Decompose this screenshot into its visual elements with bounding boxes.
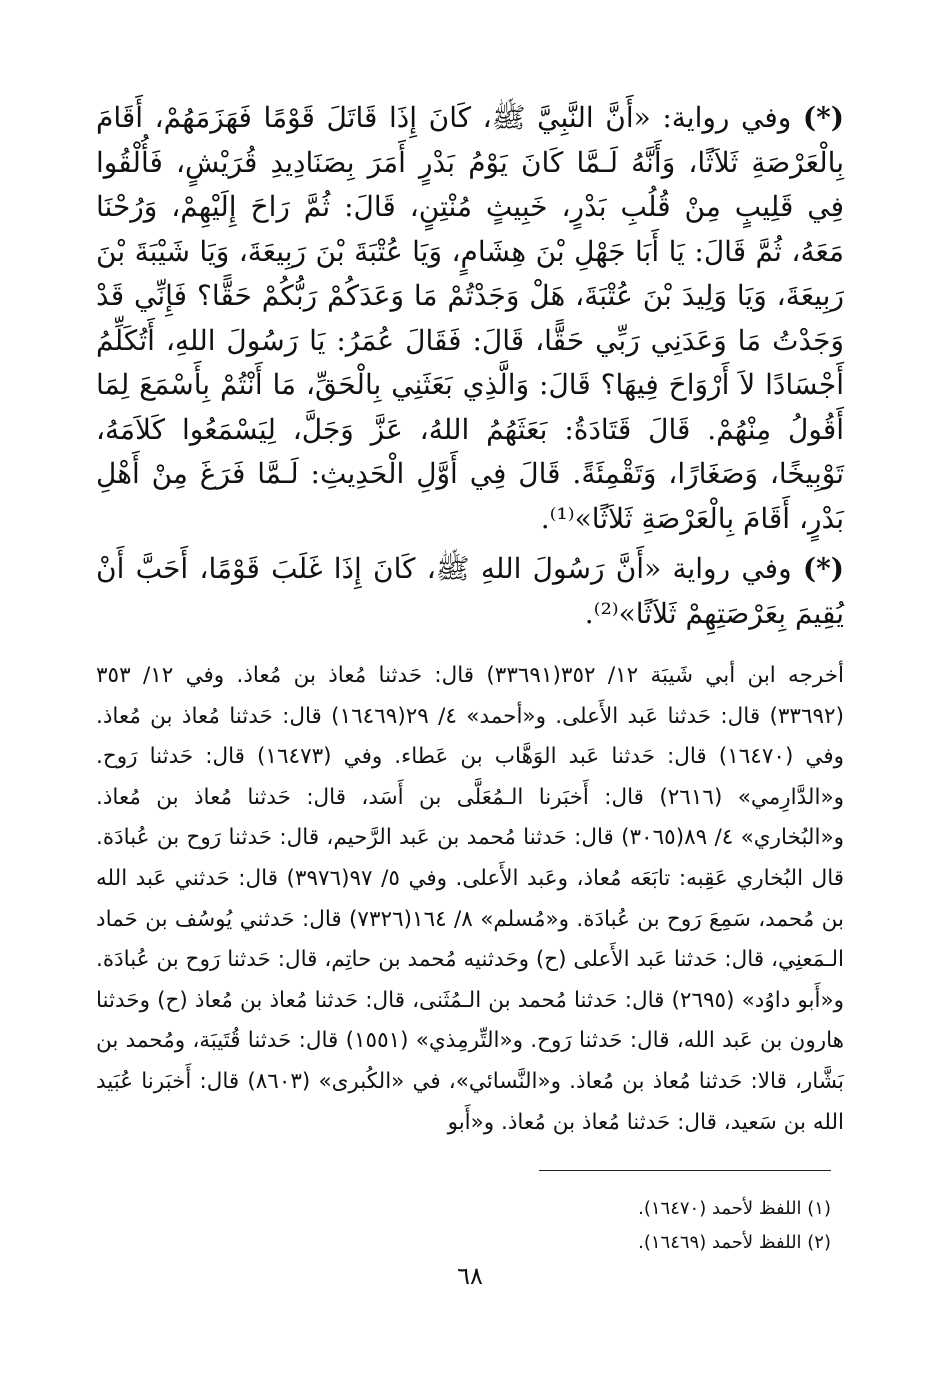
page-number: ٦٨ — [457, 1262, 483, 1290]
narration-marker: (*) — [802, 101, 845, 134]
main-text — [96, 96, 844, 1165]
narration-text: وفي رواية «أَنَّ رَسُولَ اللهِ ﷺ، كَانَ إِذَا غَلَبَ قَوْمًا، أَحَبَّ أَنْ يُقِيمَ بِعَرْصَتِهِمْ ثَلاَثًا»⁽²⁾. — [96, 552, 844, 630]
hadith-narration-1 — [96, 96, 844, 541]
footnote-1: (١) اللفظ لأحمد (١٦٤٧٠). — [638, 1198, 831, 1219]
takhrij-paragraph: أخرجه ابن أبي شَيبَة ١٢/ ٣٥٢(٣٣٦٩١) قال: حَدثنا مُعاذ بن مُعاذ. وفي ١٢/ ٣٥٣ (٣٣٦٩٢) قال: حَدثنا عَبد الأَعلى. و«أحمد» ٤/ ٢٩(١٦٤٦٩) قال: حَدثنا مُعاذ بن مُعاذ. وفي (١٦٤٧٠) قال: حَدثنا عَبد الوَهَّاب بن عَطاء. وفي (١٦٤٧٣) قال: حَدثنا رَوح. و«الدَّارِمي» (٢٦١٦) قال: أَخبَرنا الـمُعَلَّى بن أَسَد، قال: حَدثنا مُعاذ بن مُعاذ. و«البُخاري» ٤/ ٨٩(٣٠٦٥) قال: حَدثنا مُحمد بن عَبد الرَّحيم، قال: حَدثنا رَوح بن عُبادَة. قال البُخاري عَقِبه: تابَعَه مُعاذ، وعَبد الأَعلى. وفي ٥/ ٩٧(٣٩٧٦) قال: حَدثني عَبد الله بن مُحمد، سَمِعَ رَوح بن عُبادَة. و«مُسلم» ٨/ ١٦٤(٧٣٢٦) قال: حَدثني يُوسُف بن حَماد الـمَعنِي، قال: حَدثنا عَبد الأَعلى (ح) وحَدثنيه مُحمد بن حاتِم، قال: حَدثنا رَوح بن عُبادَة. و«أَبو داوُد» (٢٦٩٥) قال: حَدثنا مُحمد بن الـمُثَنى، قال: حَدثنا مُعاذ بن مُعاذ (ح) وحَدثنا هارون بن عَبد الله، قال: حَدثنا رَوح. و«التِّرمِذي» (١٥٥١) قال: حَدثنا قُتَيبَة، ومُحمد بن بَشَّار، قالا: حَدثنا مُعاذ بن مُعاذ. و«النَّسائي»، في «الكُبرى» (٨٦٠٣) قال: أَخبَرنا عُبَيد الله بن سَعيد، قال: حَدثنا مُعاذ بن مُعاذ. و«أَبو — [96, 663, 845, 1135]
hadith-narration-2 — [96, 547, 844, 636]
footnote-separator — [539, 1170, 831, 1171]
footnote-2: (٢) اللفظ لأحمد (١٦٤٦٩). — [638, 1232, 831, 1253]
narration-text: وفي رواية: «أَنَّ النَّبِيَّ ﷺ، كَانَ إِذَا قَاتَلَ قَوْمًا فَهَزَمَهُمْ، أَقَامَ بِالْعَرْصَةِ ثَلاَثًا، وَأَنَّهُ لَـمَّا كَانَ يَوْمُ بَدْرٍ أَمَرَ بِصَنَادِيدِ قُرَيْشٍ، فَأُلْقُوا فِي قَلِيبٍ مِنْ قُلُبِ بَدْرٍ، خَبِيثٍ مُنْتِنٍ، قَالَ: ثُمَّ رَاحَ إِلَيْهِمْ، وَرُحْنَا مَعَهُ، ثُمَّ قَالَ: يَا أَبَا جَهْلِ بْنَ هِشَامٍ، وَيَا عُتْبَةَ بْنَ رَبِيعَةَ، وَيَا شَيْبَةَ بْنَ رَبِيعَةَ، وَيَا وَلِيدَ بْنَ عُتْبَةَ، هَلْ وَجَدْتُمْ مَا وَعَدَكُمْ رَبُّكُمْ حَقًّا؟ فَإِنِّي قَدْ وَجَدْتُ مَا وَعَدَنِي رَبِّي حَقًّا، قَالَ: فَقَالَ عُمَرُ: يَا رَسُولَ اللهِ، أَتُكَلِّمُ أَجْسَادًا لاَ أَرْوَاحَ فِيهَا؟ قَالَ: وَالَّذِي بَعَثَنِي بِالْحَقِّ، مَا أَنْتُمْ بِأَسْمَعَ لِمَا أَقُولُ مِنْهُمْ. قَالَ قَتَادَةُ: بَعَثَهُمُ اللهُ، عَزَّ وَجَلَّ، لِيَسْمَعُوا كَلاَمَهُ، تَوْبِيخًا، وَصَغَارًا، وَتَقْمِئَةً. قَالَ فِي أَوَّلِ الْحَدِيثِ: لَـمَّا فَرَغَ مِنْ أَهْلِ بَدْرٍ، أَقَامَ بِالْعَرْصَةِ ثَلاَثًا»⁽¹⁾. — [96, 101, 844, 535]
footnotes — [231, 1192, 831, 1260]
narration-marker: (*) — [802, 552, 844, 585]
